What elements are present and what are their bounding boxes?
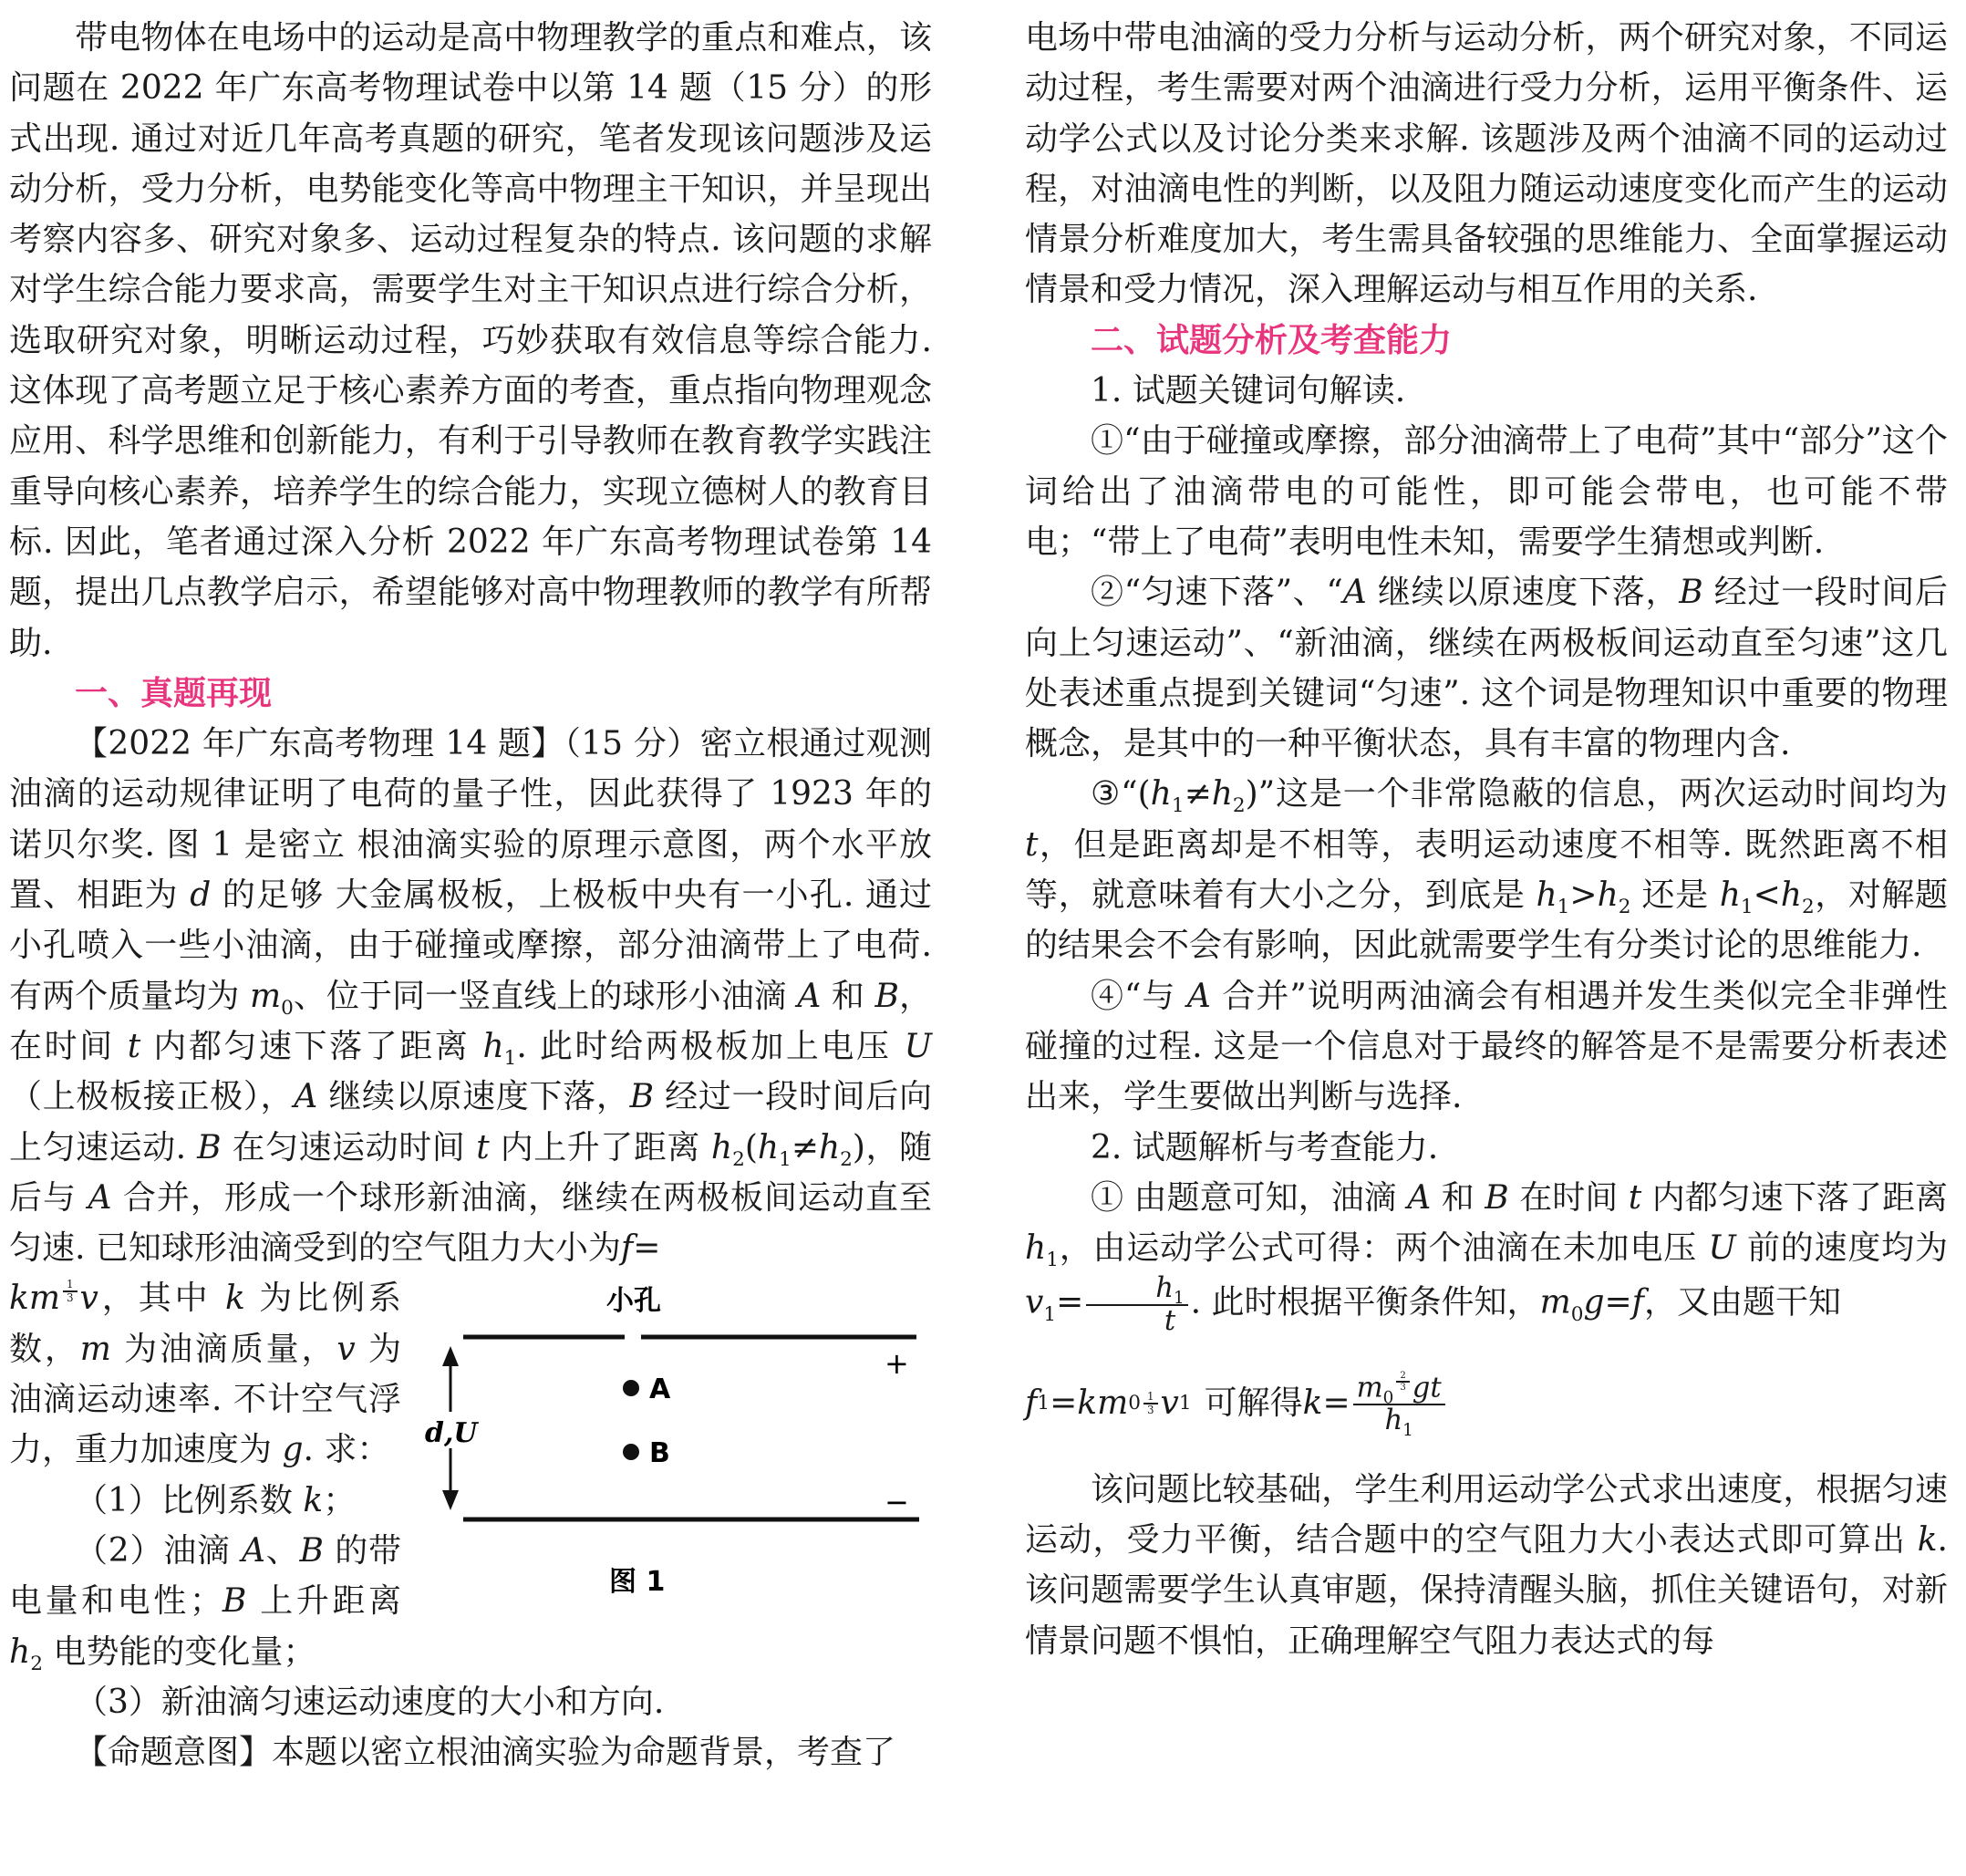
left-column	[9, 13, 932, 1778]
arrow-down-icon	[442, 1490, 459, 1510]
arrow-up-icon	[442, 1346, 459, 1366]
droplet-b	[623, 1444, 639, 1460]
droplet-b-label: B	[649, 1437, 670, 1470]
figure-caption: 图 1	[609, 1566, 666, 1599]
k-fraction: $m_0$ $^{\frac{2}{3}}$ gt $h_1$	[1353, 1371, 1445, 1436]
hole-label: 小孔	[606, 1285, 661, 1318]
plus-sign: +	[885, 1346, 909, 1382]
problem-wrap-text	[9, 1273, 401, 1676]
keyword-3: $③“(h_1\ne h_2)$”这是一个非常隐蔽的信息，两次运动时间均为 t，但是距离却是不相等，表明运动速度不相等. 既然距离不相等，就意味着有大小之分，到底是 $h_1>h_2$ 还是 $h_1<h_2$，对解题的结果会不会有影响，因此就需要学生有分类讨论的思维能力.	[1025, 775, 1948, 965]
section-heading-1: 一、真题再现	[75, 674, 273, 712]
intro-paragraph: 带电物体在电场中的运动是高中物理教学的重点和难点，该问题在 2022 年广东高考物理试卷中以第 14 题（15 分）的形式出现. 通过对近几年高考真题的研究，笔者发现该问题涉及运动分析，受力分析，电势能变化等高中物理主干知识，并呈现出考察内容多、研究对象多、运动过程复杂的特点. 该问题的求解对学生综合能力要求高，需要学生对主干知识点进行综合分析，选取研究对象，明晰运动过程，巧妙获取有效信息等综合能力. 这体现了高考题立足于核心素养方面的考查，重点指向物理观念应用、科学思维和创新能力，有利于引导教师在教育教学实践注重导向核心素养，培养学生的综合能力，实现立德树人的教育目标. 因此，笔者通过深入分析 2022 年广东高考物理试卷第 14 题，提出几点教学启示，希望能够对高中物理教师的教学有所帮助.	[9, 19, 932, 662]
figure-1	[419, 1273, 930, 1638]
problem-paragraph: 【2022 年广东高考物理 14 题】（15 分）密立根通过观测油滴的运动规律证明了电荷的量子性，因此获得了 1923 年的诺贝尔奖. 图 1 是密立 根油滴实验的原理示意图，两个水平放置、相距为 d 的足够 大金属极板，上极板中央有一小孔. 通过小孔喷入一些小油滴，由于碰撞或摩擦，部分油滴带上了电荷. 有两个质量均为 $m_0$、位于同一竖直线上的球形小油滴 A 和 B，在时间 t 内都匀速下落了距离 $h_1$. 此时给两极板加上电压 U（上极板接正极），A 继续以原速度下落，B 经过一段时间后向上匀速运动. B 在匀速运动时间 t 内上升了距离 $h_2(h_1\ne h_2)$，随后与 A 合并，形成一个球形新油滴，继续在两极板间运动直至匀速. 已知球形油滴受到的空气阻力大小为f=	[9, 725, 933, 1268]
intent-paragraph: 【命题意图】本题以密立根油滴实验为命题背景，考查了	[75, 1734, 896, 1772]
right-column	[1025, 13, 1948, 1666]
millikan-diagram	[419, 1273, 930, 1638]
analysis-paragraph: 该问题比较基础，学生利用运动学公式求出速度，根据匀速运动，受力平衡，结合题中的空气阻力大小表达式即可算出 k. 该问题需要学生认真审题，保持清醒头脑，抓住关键语句，对新情景问题不惧怕，正确理解空气阻力表达式的每	[1025, 1470, 1948, 1660]
velocity-fraction: $\frac{h_1}{t}$	[1086, 1273, 1187, 1336]
keyword-4: ④“与 A 合并”说明两油滴会有相遇并发生类似完全非弹性碰撞的过程. 这是一个信息对于最终的解答是不是需要分析表述出来，学生要做出判断与选择.	[1025, 977, 1948, 1116]
question-2: （2）油滴 A、B 的带电量和电性；B 上升距离 $h_2$ 电势能的变化量；	[9, 1531, 401, 1675]
keyword-1: ①“由于碰撞或摩擦，部分油滴带上了电荷”其中“部分”这个词给出了油滴带电的可能性，即可能会带电，也可能不带电；“带上了电荷”表明电性未知，需要学生猜想或判断.	[1025, 422, 1948, 561]
subheading-2: 2. 试题解析与考查能力.	[1091, 1128, 1439, 1166]
question-1: （1）比例系数 k；	[75, 1481, 357, 1519]
droplet-a-label: A	[649, 1373, 671, 1406]
droplet-a	[623, 1380, 639, 1396]
subheading-1: 1. 试题关键词句解读.	[1091, 372, 1406, 410]
minus-sign: −	[885, 1485, 909, 1520]
section-heading-2: 二、试题分析及考查能力	[1091, 321, 1453, 359]
problem-wrap	[9, 1273, 932, 1676]
intent-continued: 电场中带电油滴的受力分析与运动分析，两个研究对象，不同运动过程，考生需要对两个油滴进行受力分析，运用平衡条件、运动学公式以及讨论分类来求解. 该题涉及两个油滴不同的运动过程，对油滴电性的判断，以及阻力随运动速度变化而产生的运动情景分析难度加大，考生需具备较强的思维能力、全面掌握运动情景和受力情况，深入理解运动与相互作用的关系.	[1025, 19, 1948, 309]
distance-voltage-label: d,U	[425, 1417, 478, 1450]
solution-1: ① 由题意可知，油滴 A 和 B 在时间 t 内都匀速下落了距离 $h_1$，由运动学公式可得：两个油滴在未加电压 U 前的速度均为 $v_1=$ $\frac{h_1}{t}$ . 此时根据平衡条件知，$m_0g=f$，又由题干知	[1025, 1178, 1949, 1338]
exponent-fraction-1: $\frac{1}{3}$	[1143, 1391, 1158, 1416]
keyword-2: ②“匀速下落”、“A 继续以原速度下落，B 经过一段时间后向上匀速运动”、“新油滴，继续在两极板间运动直至匀速”这几处表述重点提到关键词“匀速”. 这个词是物理知识中重要的物理概念，是其中的一种平衡状态，具有丰富的物理内含.	[1025, 574, 1948, 763]
equation-k: f 1 = k m 0 $\frac{1}{3}$ v 1 可解得 k = $m_0$ $^{\frac{2}{3}}$ gt $h_1$	[1025, 1353, 1948, 1454]
drag-formula-paragraph: km $^{\frac{1}{3}}$ v，其中 k 为比例系数，m 为油滴质量，v 为油滴运动速率. 不计空气浮力，重力加速度为 g. 求：	[9, 1278, 401, 1469]
exponent-fraction: 1 3	[63, 1279, 78, 1304]
question-3: （3）新油滴匀速运动速度的大小和方向.	[75, 1683, 665, 1721]
